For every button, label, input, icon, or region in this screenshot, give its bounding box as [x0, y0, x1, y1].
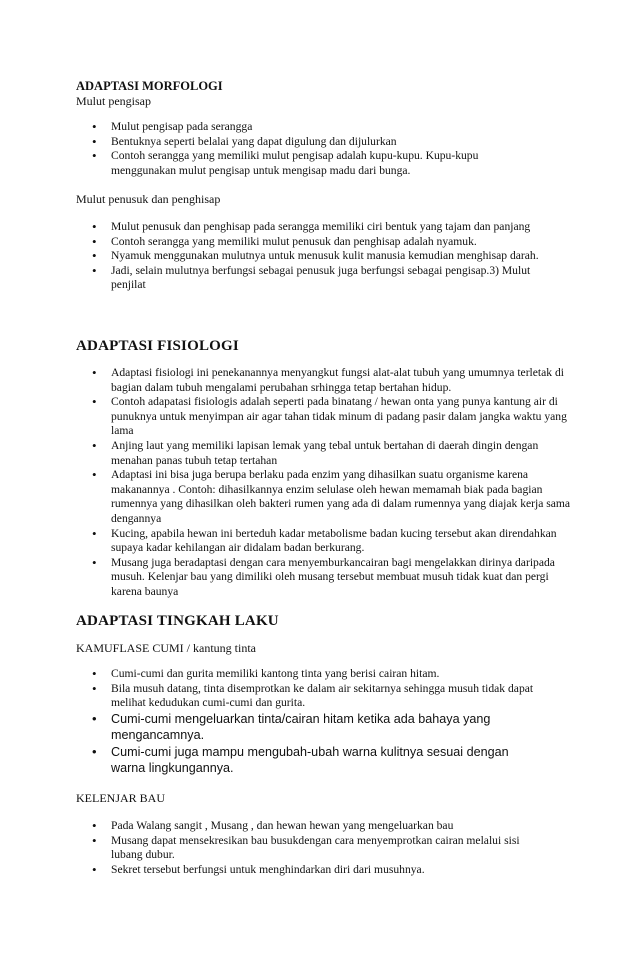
list-item: • Sekret tersebut berfungsi untuk menghindarkan diri dari musuhnya. [92, 861, 425, 877]
list-fisiologi [76, 366, 571, 600]
list-item: • Cumi-cumi mengeluarkan tinta/cairan hitam ketika ada bahaya yang mengancamnya. [92, 710, 491, 743]
section-title-morfologi: ADAPTASI MORFOLOGI [76, 79, 223, 93]
list-item: • Musang juga beradaptasi dengan cara menyemburkancairan bagi mengelakkan dirinya daripada musuh. Kelenjar bau yang dimiliki oleh musang tersebut membuat musuh tidak kuat dan pergi karena baunya [92, 554, 555, 598]
list-item: • Nyamuk menggunakan mulutnya untuk menusuk kulit manusia kemudian menghisap darah. [92, 248, 539, 264]
subheading-kamuflase: KAMUFLASE CUMI / kantung tinta [76, 641, 256, 655]
bullet-icon: • [92, 248, 97, 264]
bullet-icon: • [92, 525, 97, 541]
bullet-icon: • [92, 467, 97, 483]
list-item: • Mulut pengisap pada serangga [92, 119, 253, 134]
bullet-icon: • [92, 394, 97, 410]
bullet-icon: • [92, 680, 97, 696]
list-item: • Pada Walang sangit , Musang , dan hewan hewan yang mengeluarkan bau [92, 818, 454, 833]
bullet-icon: • [92, 861, 97, 877]
list-item: • Mulut penusuk dan penghisap pada serangga memiliki ciri bentuk yang tajam dan panjang [92, 219, 531, 234]
list-item: • Adaptasi fisiologi ini penekanannya menyangkut fungsi alat-alat tubuh yang umumnya terletak di bagian dalam tubuh mengalami perubahan srhingga tetap bertahan hidup. [92, 365, 565, 394]
section-title-fisiologi: ADAPTASI FISIOLOGI [76, 338, 239, 354]
bullet-icon: • [92, 666, 97, 681]
bullet-icon: • [92, 119, 97, 134]
list-kamuflase [76, 667, 546, 777]
list-item: • Cumi-cumi dan gurita memiliki kantong tinta yang berisi cairan hitam. [92, 666, 440, 681]
bullet-icon: • [92, 743, 97, 759]
bullet-icon: • [92, 133, 97, 149]
bullet-icon: • [92, 365, 97, 380]
bullet-icon: • [92, 219, 97, 234]
section-title-tingkah-laku: ADAPTASI TINGKAH LAKU [76, 613, 279, 629]
bullet-icon: • [92, 710, 97, 726]
list-mulut-pengisap [76, 120, 546, 178]
list-item: • Contoh serangga yang memiliki mulut pengisap adalah kupu-kupu. Kupu-kupu menggunakan mulut pengisap untuk mengisap madu dari bunga. [92, 148, 479, 177]
subheading-mulut-pengisap: Mulut pengisap [76, 94, 151, 108]
bullet-icon: • [92, 437, 97, 453]
list-item: • Bentuknya seperti belalai yang dapat digulung dan dijulurkan [92, 133, 397, 149]
list-item: • Kucing, apabila hewan ini berteduh kadar metabolisme badan kucing tersebut akan direndahkan supaya kadar kehilangan air didalam badan berkurang. [92, 525, 557, 555]
list-item: • Contoh serangga yang memiliki mulut penusuk dan penghisap adalah nyamuk. [92, 233, 477, 249]
list-item: • Contoh adapatasi fisiologis adalah seperti pada binatang / hewan onta yang punya kantung air di punuknya untuk menyimpan air agar tahan tidak minum di padang pasir dalam jangka waktu yang lama [92, 394, 567, 438]
subheading-mulut-penusuk: Mulut penusuk dan penghisap [76, 192, 221, 206]
list-item: • Jadi, selain mulutnya berfungsi sebagai penusuk juga berfungsi sebagai pengisap.3) Mulut penjilat [92, 262, 531, 292]
list-item: • Musang dapat mensekresikan bau busukdengan cara menyemprotkan cairan melalui sisi lubang dubur. [92, 832, 520, 862]
list-item: • Cumi-cumi juga mampu mengubah-ubah warna kulitnya sesuai dengan warna lingkungannya. [92, 743, 509, 776]
list-item: • Anjing laut yang memiliki lapisan lemak yang tebal untuk bertahan di daerah dingin dengan menahan panas tubuh tetap tertahan [92, 437, 539, 467]
bullet-icon: • [92, 233, 97, 249]
bullet-icon: • [92, 262, 97, 278]
bullet-icon: • [92, 818, 97, 833]
list-item: • Adaptasi ini bisa juga berupa berlaku pada enzim yang dihasilkan suatu organisme karena makanannya . Contoh: dihasilkannya enzim selulase oleh hewan memamah biak pada bagian rumennya yang dihasilkan oleh bakteri rumen yang ada di dalam rumennya yang diajak kerja sama dengannya [92, 467, 571, 525]
bullet-icon: • [92, 148, 97, 164]
bullet-icon: • [92, 554, 97, 570]
list-mulut-penusuk [76, 220, 546, 293]
list-item: • Bila musuh datang, tinta disemprotkan ke dalam air sekitarnya sehingga musuh tidak dapat melihat kedudukan cumi-cumi dan gurita. [92, 680, 534, 710]
subheading-kelenjar-bau: KELENJAR BAU [76, 791, 165, 805]
list-kelenjar-bau [76, 819, 546, 877]
bullet-icon: • [92, 832, 97, 848]
